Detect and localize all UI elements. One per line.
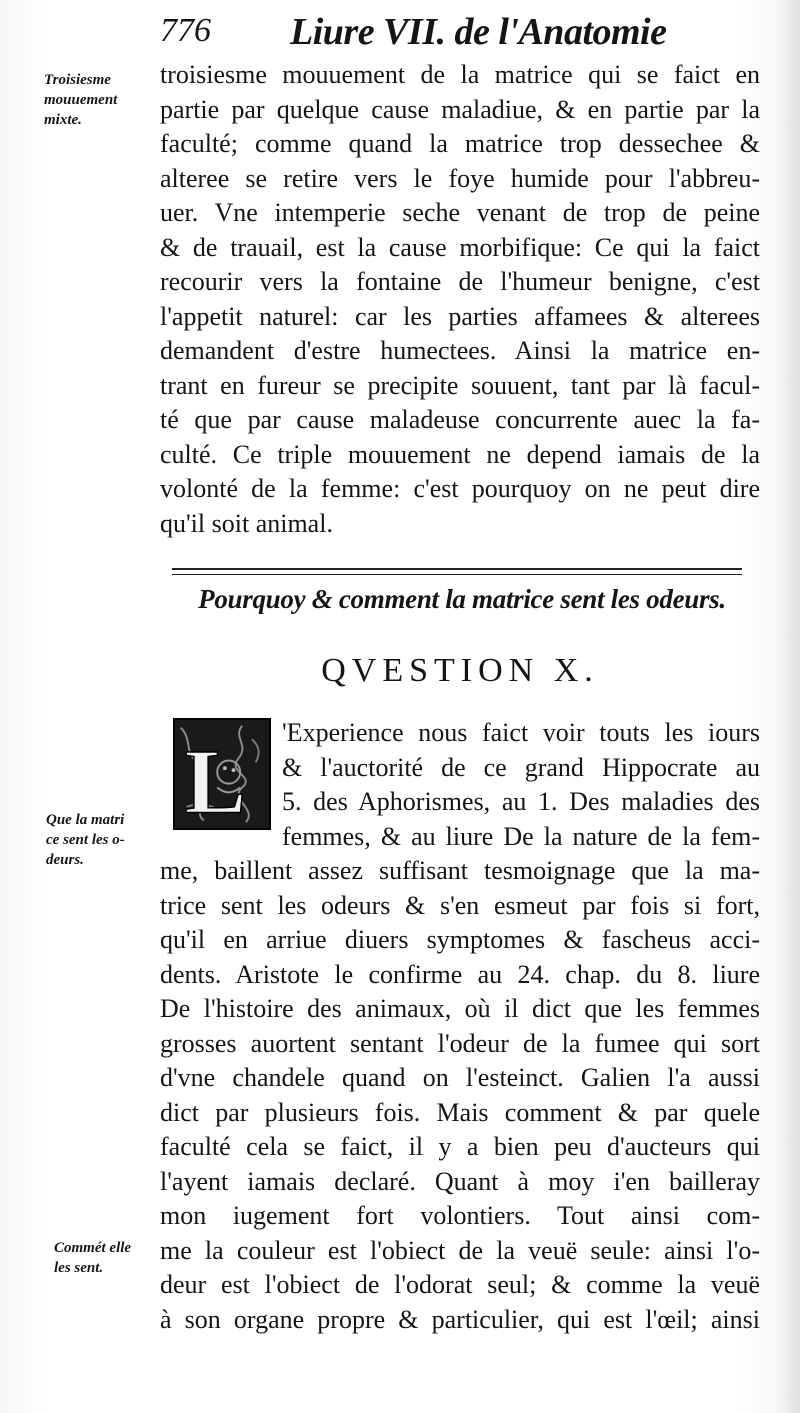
text-line: partie par quelque cause maladiue, & en partie par la <box>160 94 760 124</box>
text-line: culté. Ce triple mouuement ne depend iamais de la <box>160 439 760 469</box>
text-line: & l'auctorité de ce grand Hippocrate au <box>282 752 760 782</box>
text-line: l'appetit naturel: car les parties affamees & alterees <box>160 301 760 331</box>
text-line: alteree se retire vers le foye humide pour l'abbreu- <box>160 163 760 193</box>
text-line: me la couleur est l'obiect de la veuë seule: ainsi l'o- <box>160 1235 760 1265</box>
running-title: Liure VII. de l'Anatomie <box>290 11 667 53</box>
text-line: qu'il soit animal. <box>160 508 333 538</box>
page-header <box>160 8 760 58</box>
decorated-initial <box>173 718 271 830</box>
text-line: deur est l'obiect de l'odorat seul; & comme la veuë <box>160 1270 760 1299</box>
text-line: faculté cela se faict, il y a bien peu d'aucteurs qui <box>160 1132 760 1161</box>
text-line: grosses auortent sentant l'odeur de la fumee qui sort <box>160 1028 760 1058</box>
question-title: QVESTION X. <box>321 652 599 689</box>
text-line: & de trauail, est la cause morbifique: Ce qui la faict <box>160 232 760 262</box>
text-line: té que par cause maladeuse concurrente auec la fa- <box>160 405 760 434</box>
text-line: 5. des Aphorismes, au 1. Des maladies des <box>282 787 760 816</box>
text-line: faculté; comme quand la matrice trop dessechee & <box>160 129 760 158</box>
text-line: De l'histoire des animaux, où il dict que les femmes <box>160 994 760 1023</box>
text-line: mon iugement fort volontiers. Tout ainsi com- <box>160 1201 760 1230</box>
section-divider <box>172 568 742 575</box>
text-line: à son organe propre & particulier, qui est l'œil; ainsi <box>160 1304 760 1334</box>
text-line: troisiesme mouuement de la matrice qui se faict en <box>160 60 760 89</box>
text-line: uer. Vne intemperie seche venant de trop de peine <box>160 198 760 227</box>
page-edge-shadow <box>778 0 800 1413</box>
margin-note-odeurs: Que la matri ce sent les o- deurs. <box>46 812 125 868</box>
margin-note-comment: Commét elle les sent. <box>54 1240 132 1276</box>
text-line: l'ayent iamais declaré. Quant à moy i'en bailleray <box>160 1166 760 1196</box>
margin-note-troisiesme: Troisiesme mouuement mixte. <box>44 72 118 128</box>
text-line: trant en fureur se precipite souuent, tant par là facul- <box>160 370 760 400</box>
text-line: me, baillent assez suffisant tesmoignage que la ma- <box>160 856 760 885</box>
text-line: femmes, & au liure De la nature de la fem- <box>282 821 760 851</box>
text-line: dict par plusieurs fois. Mais comment & par quele <box>160 1097 760 1127</box>
text-line: qu'il en arriue diuers symptomes & fascheus acci- <box>160 925 760 954</box>
text-line: trice sent les odeurs & s'en esmeut par fois si fort, <box>160 890 760 920</box>
question-body <box>160 854 760 1337</box>
text-line: d'vne chandele quand on l'esteinct. Galien l'a aussi <box>160 1063 760 1092</box>
cap-adjacent-lines <box>282 716 760 854</box>
text-line: recourir vers la fontaine de l'humeur benigne, c'est <box>160 267 760 296</box>
initial-letter: L <box>184 730 247 828</box>
page-number: 776 <box>160 12 211 49</box>
text-line: dents. Aristote le confirme au 24. chap. du 8. liure <box>160 959 760 989</box>
text-line: 'Experience nous faict voir touts les iours <box>282 718 760 747</box>
text-line: demandent d'estre humectees. Ainsi la matrice en- <box>160 336 760 365</box>
section-heading: Pourquoy & comment la matrice sent les odeurs. <box>198 584 726 614</box>
text-line: volonté de la femme: c'est pourquoy on ne peut dire <box>160 474 760 503</box>
top-paragraph <box>160 58 760 541</box>
